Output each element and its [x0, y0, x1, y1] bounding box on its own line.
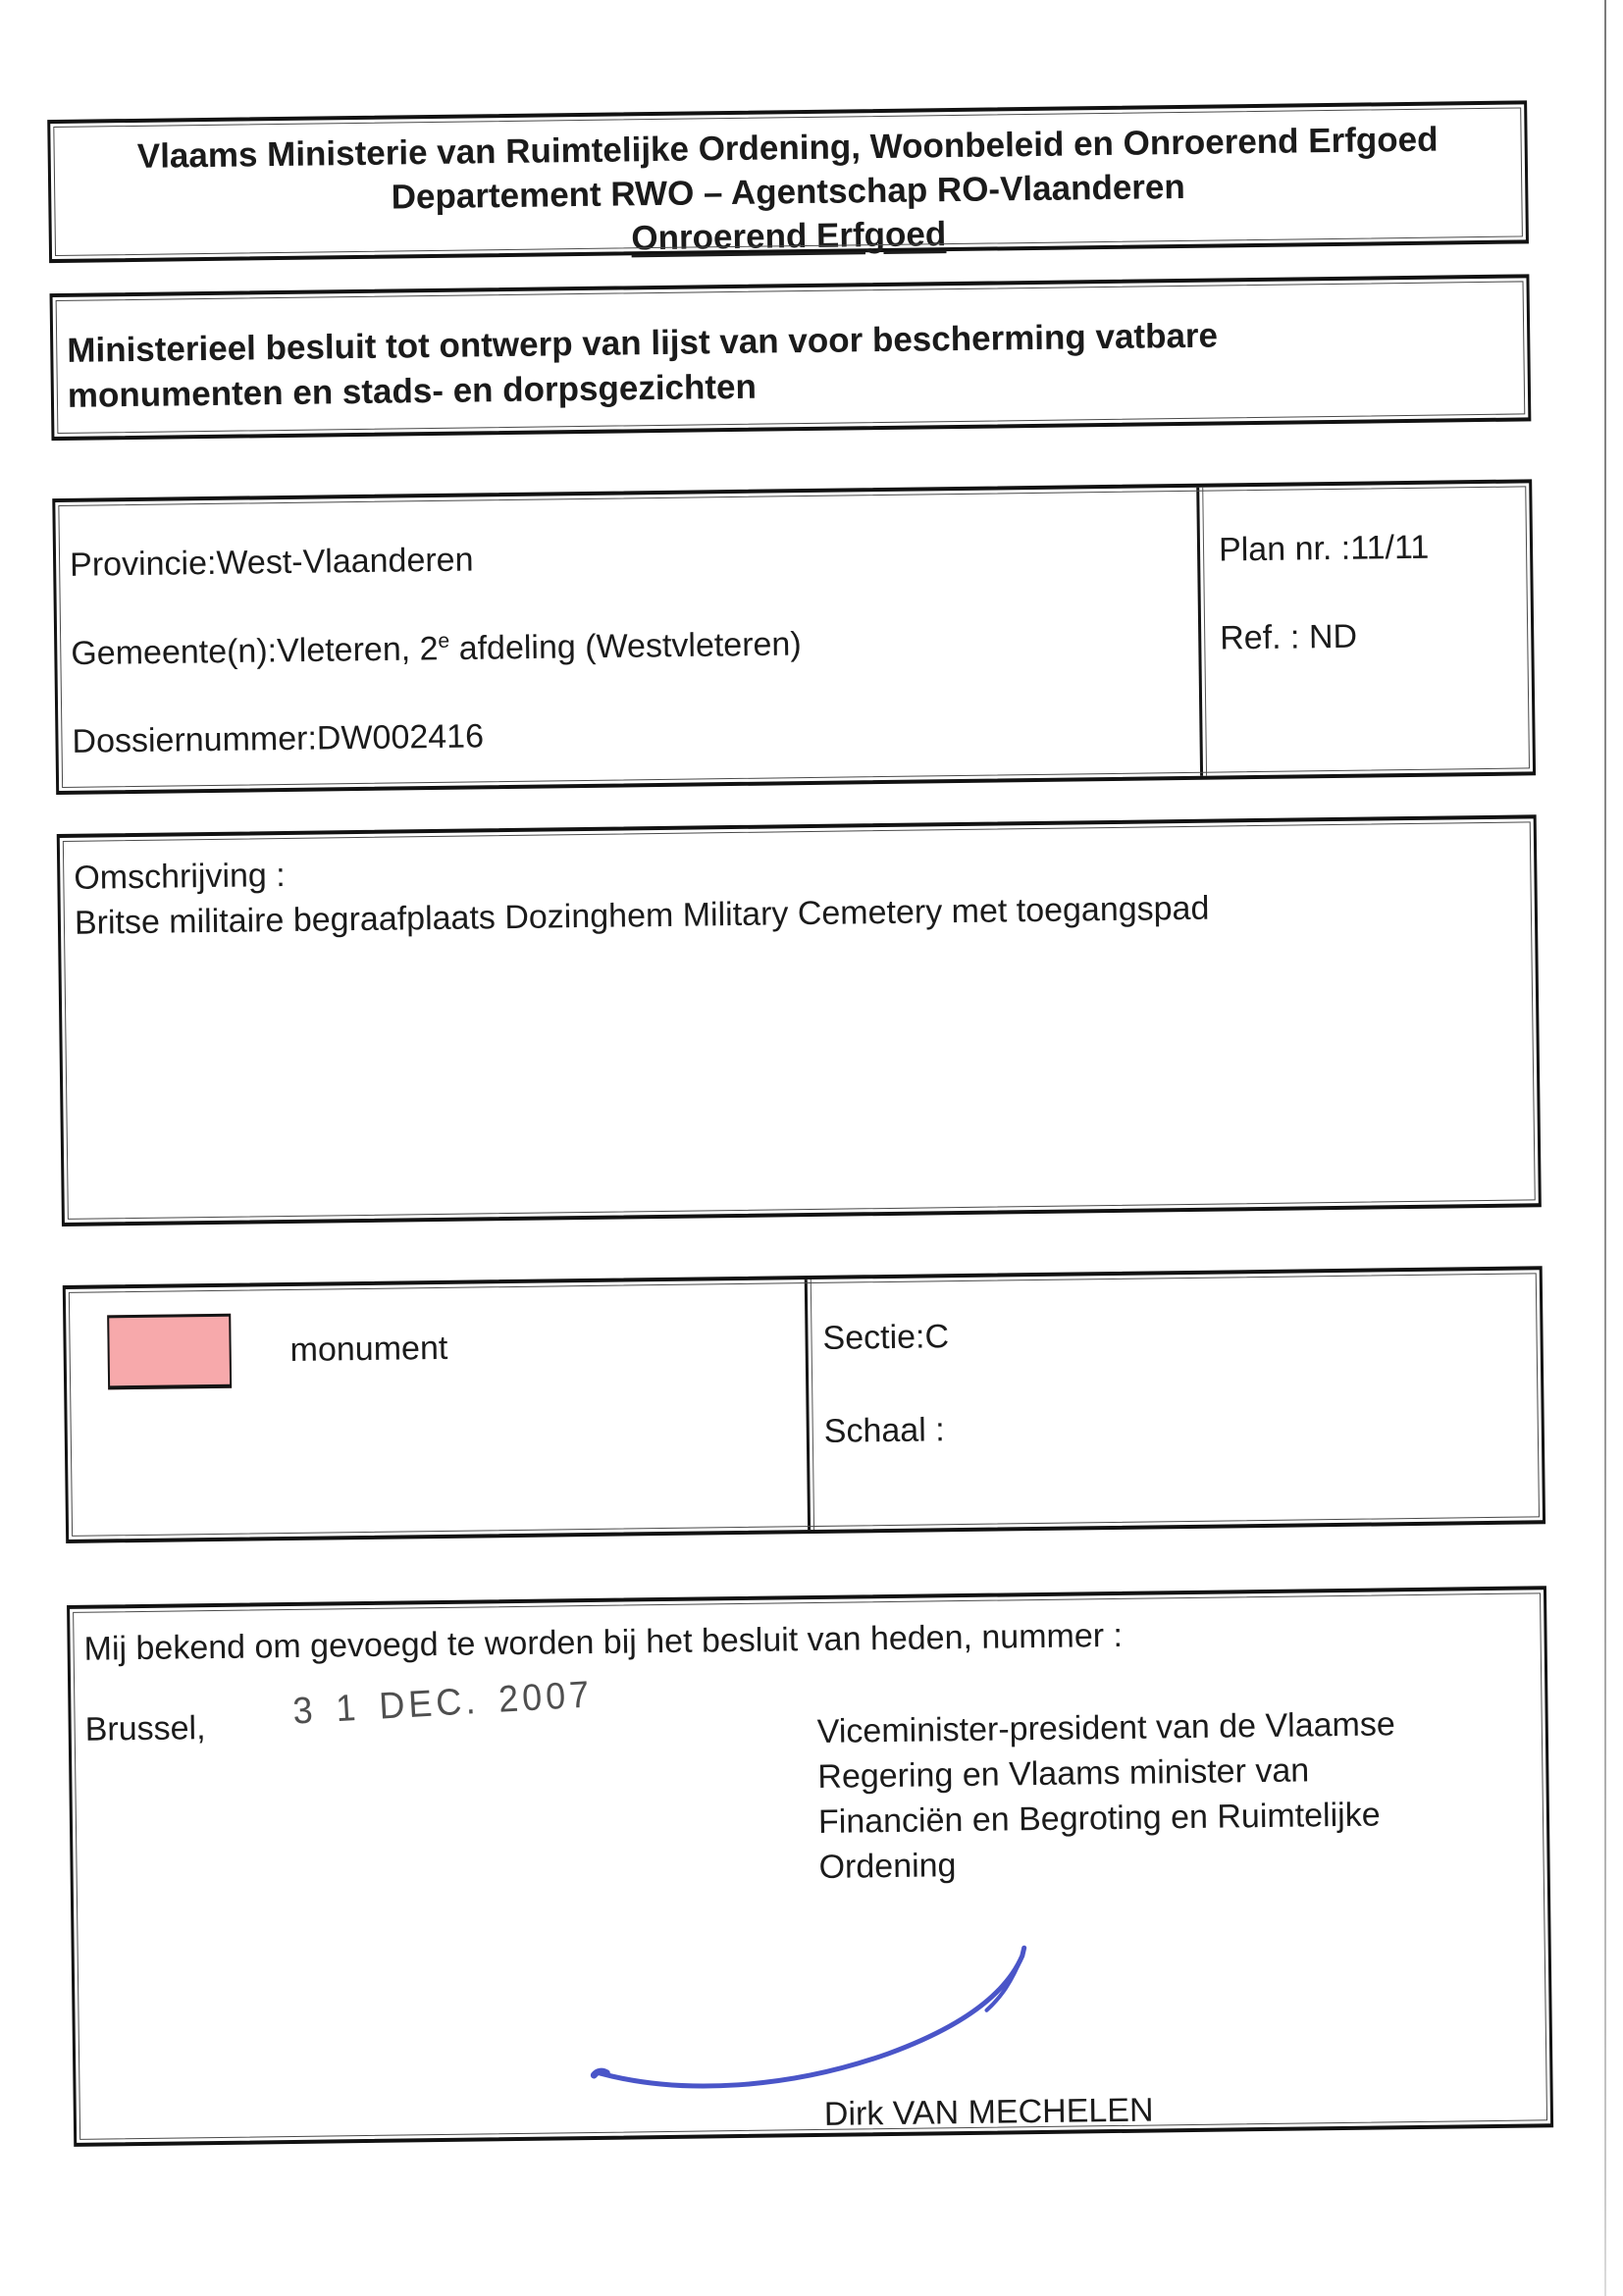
gemeente-suffix: afdeling (Westvleteren) — [448, 625, 802, 668]
minister-name: Dirk VAN MECHELEN — [823, 2091, 1154, 2133]
decree-title-line1: Ministerieel besluit tot ontwerp van lijst van voor bescherming vatbare — [67, 316, 1219, 370]
minister-title-line: Regering en Vlaams minister van — [817, 1751, 1310, 1796]
dossier-box-divider — [1196, 488, 1203, 776]
ref-field: Ref. : ND — [1219, 617, 1358, 657]
gemeente-field — [71, 625, 802, 673]
sectie-field: Sectie:C — [822, 1318, 950, 1357]
monument-legend-swatch — [107, 1314, 232, 1390]
signature-stroke — [562, 1920, 1074, 2113]
place-label: Brussel, — [84, 1709, 206, 1748]
omschrijving-label: Omschrijving : — [74, 856, 286, 897]
gemeente-superscript: e — [438, 629, 450, 652]
closing-box — [67, 1586, 1553, 2147]
department-line: Departement RWO – Agentschap RO-Vlaanderen — [391, 167, 1185, 217]
closing-intro: Mij bekend om gevoegd te worden bij het besluit van heden, nummer : — [83, 1616, 1124, 1668]
dossier-info-box — [52, 479, 1536, 795]
dossiernummer-field: Dossiernummer:DW002416 — [72, 717, 485, 760]
minister-title-line: Ordening — [818, 1847, 957, 1886]
gemeente-prefix: Gemeente(n):Vleteren, 2 — [71, 630, 439, 673]
omschrijving-box — [57, 814, 1542, 1226]
omschrijving-text: Britse militaire begraafplaats Dozinghem Military Cemetery met toegangspad — [74, 889, 1210, 942]
ministry-header-box — [47, 100, 1529, 263]
legend-box — [63, 1266, 1545, 1543]
agency-line: Onroerend Erfgoed — [631, 215, 947, 258]
provincie-field: Provincie:West-Vlaanderen — [69, 541, 474, 584]
plan-nr-field: Plan nr. :11/11 — [1218, 528, 1430, 569]
legend-box-divider — [805, 1279, 811, 1530]
monument-legend-label: monument — [289, 1329, 448, 1369]
decree-title-line2: monumenten en stads- en dorpsgezichten — [67, 367, 758, 415]
schaal-field: Schaal : — [823, 1411, 945, 1450]
decree-title-box — [50, 274, 1532, 441]
minister-title-line: Financiën en Begroting en Ruimtelijke — [817, 1796, 1381, 1841]
scan-artifact-line — [1604, 0, 1606, 2296]
date-stamp: 3 1 DEC. 2007 — [291, 1672, 595, 1733]
minister-title-line: Viceminister-president van de Vlaamse — [816, 1705, 1395, 1750]
minister-title-block — [816, 1701, 1396, 1890]
ministry-name-line: Vlaams Ministerie van Ruimtelijke Ordening, Woonbeleid en Onroerend Erfgoed — [136, 120, 1439, 176]
